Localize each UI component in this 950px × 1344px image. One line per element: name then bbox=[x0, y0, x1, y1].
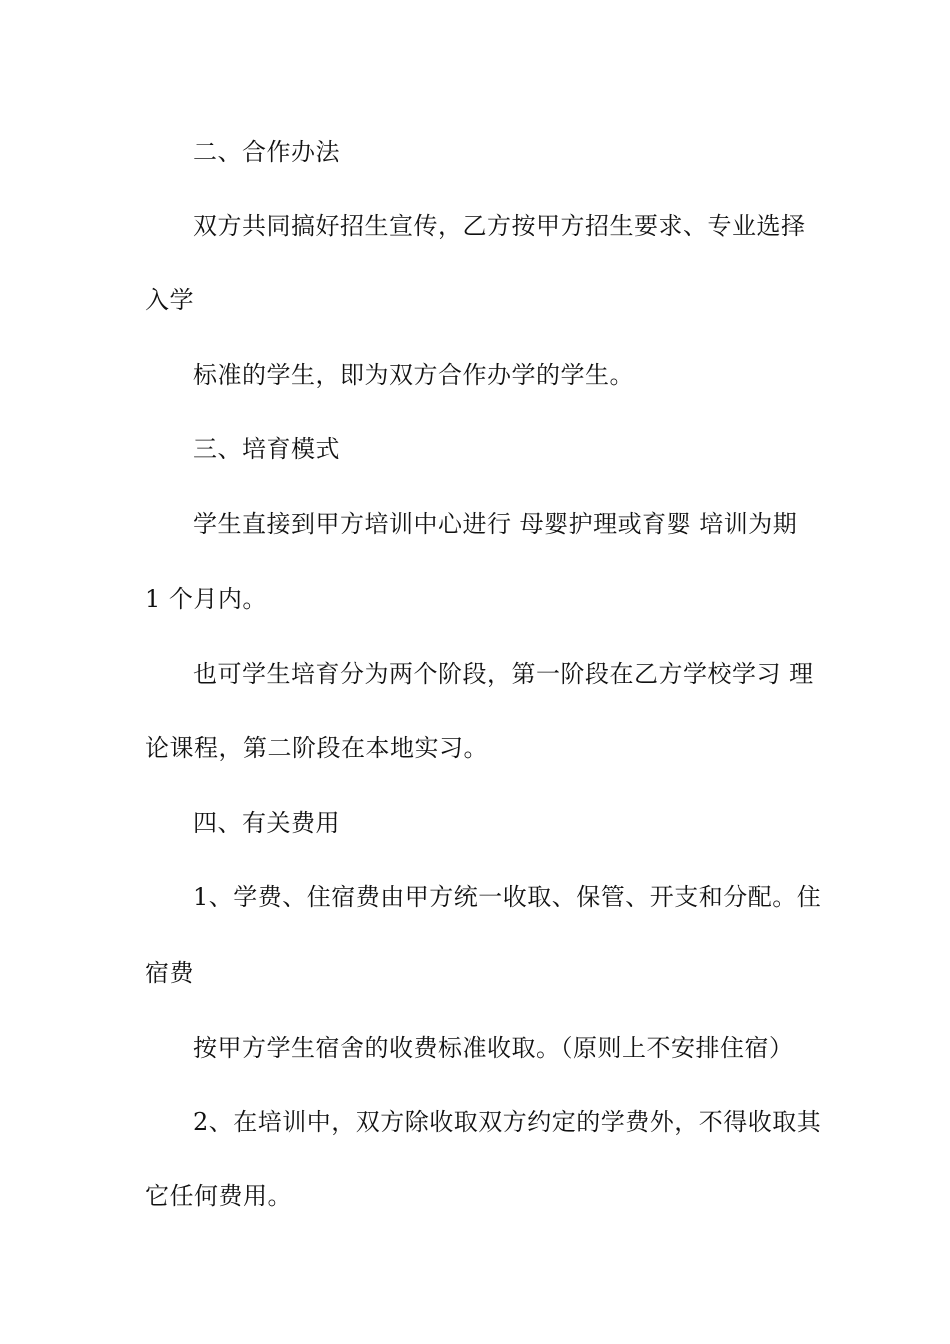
paragraph-line: 也可学生培育分为两个阶段，第一阶段在乙方学校学习 理 bbox=[193, 660, 814, 688]
paragraph-line: 入学 bbox=[145, 286, 194, 314]
paragraph-line: 论课程，第二阶段在本地实习。 bbox=[145, 734, 488, 762]
paragraph-line: 2、在培训中，双方除收取双方约定的学费外，不得收取其 bbox=[193, 1108, 822, 1136]
paragraph-line: 它任何费用。 bbox=[145, 1182, 292, 1210]
section-heading-fees: 四、有关费用 bbox=[193, 809, 340, 837]
section-heading-training-mode: 三、培育模式 bbox=[193, 435, 340, 463]
paragraph-line: 学生直接到甲方培训中心进行 母婴护理或育婴 培训为期 bbox=[193, 510, 798, 538]
paragraph-line: 双方共同搞好招生宣传，乙方按甲方招生要求、专业选择 bbox=[193, 212, 806, 240]
section-heading-cooperation: 二、合作办法 bbox=[193, 138, 340, 166]
paragraph-line: 宿费 bbox=[145, 959, 194, 987]
paragraph-line: 1 个月内。 bbox=[145, 585, 267, 613]
paragraph-line: 1、学费、住宿费由甲方统一收取、保管、开支和分配。住 bbox=[193, 883, 822, 911]
paragraph-line: 标准的学生，即为双方合作办学的学生。 bbox=[193, 361, 634, 389]
paragraph-line: 按甲方学生宿舍的收费标准收取。（原则上不安排住宿） bbox=[193, 1034, 794, 1062]
